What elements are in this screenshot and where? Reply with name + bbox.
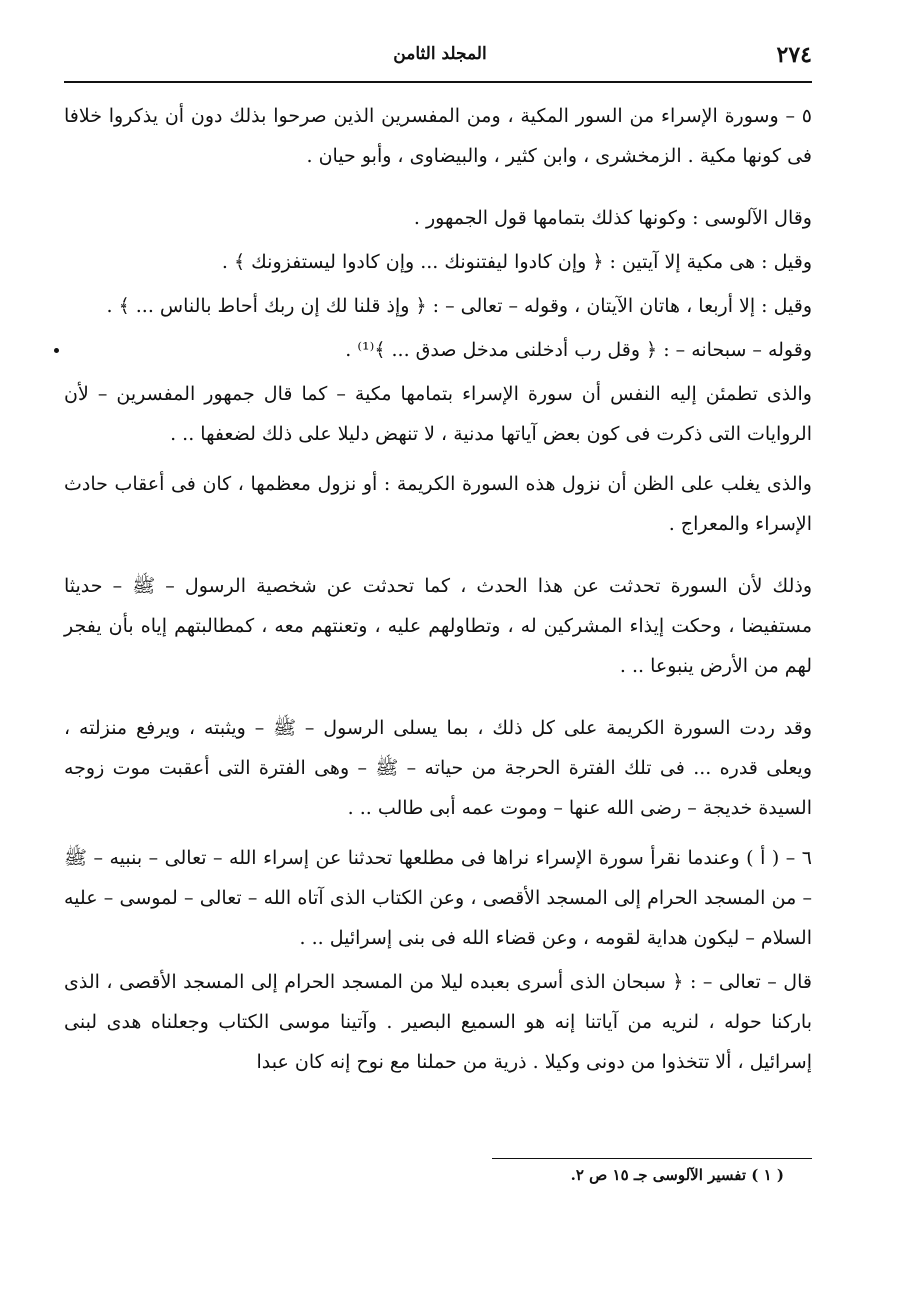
page-number: ٢٧٤ [776,42,812,68]
paragraph-8: وذلك لأن السورة تحدثت عن هذا الحدث ، كما تحدثت عن شخصية الرسول – ﷺ – حديثا مستفيضا ، وحكت إيذاء المشركين له ، وتطاولهم عليه ، وتعنتهم معه ، كمطالبتهم إياه بأن يفجر لهم من الأرض ينبوعا .. . [64,575,812,677]
body-text [64,96,812,1082]
paragraph-5: وقوله – سبحانه – : ﴿ وقل رب أدخلنى مدخل صدق ... ﴾⁽¹⁾ . [345,339,812,361]
paragraph-7: والذى يغلب على الظن أن نزول هذه السورة الكريمة : أو نزول معظمها ، كان فى أعقاب حادث الإسراء والمعراج . [64,473,812,535]
paragraph-1: ٥ – وسورة الإسراء من السور المكية ، ومن المفسرين الذين صرحوا بذلك دون أن يذكروا خلافا فى كونها مكية . الزمخشرى ، وابن كثير ، والبيضاوى ، وأبو حيان . [64,105,812,167]
paragraph-6: والذى تطمئن إليه النفس أن سورة الإسراء بتمامها مكية – كما قال جمهور المفسرين – لأن الروايات التى ذكرت فى كون بعض آياتها مدنية ، لا تنهض دليلا على ذلك لضعفها .. . [64,383,812,445]
page-header [68,42,812,76]
paragraph-2: وقال الآلوسى : وكونها كذلك بتمامها قول الجمهور . [413,207,812,229]
paragraph-11: قال – تعالى – : ﴿ سبحان الذى أسرى بعبده ليلا من المسجد الحرام إلى المسجد الأقصى ، الذى باركنا حوله ، لنريه من آياتنا إنه هو السميع البصير . وآتينا موسى الكتاب وجعلناه هدى لبنى إسرائيل ، ألا تتخذوا من دونى وكيلا . ذرية من حملنا مع نوح إنه كان عبدا [64,971,812,1073]
footnote: ( ١ ) تفسير الآلوسى جـ ١٥ ص ٢. [570,1166,784,1184]
paragraph-9: وقد ردت السورة الكريمة على كل ذلك ، بما يسلى الرسول – ﷺ – ويثبته ، ويرفع منزلته ، ويعلى قدره ... فى تلك الفترة الحرجة من حياته – ﷺ – وهى الفترة التى أعقبت موت زوجه السيدة خديجة – رضى الله عنها – وموت عمه أبى طالب .. . [64,717,812,819]
paragraph-3: وقيل : هى مكية إلا آيتين : ﴿ وإن كادوا ليفتنونك ... وإن كادوا ليستفزونك ﴾ . [221,251,812,273]
volume-title: المجلد الثامن [393,44,487,64]
paragraph-10: ٦ – ( أ ) وعندما نقرأ سورة الإسراء نراها فى مطلعها تحدثنا عن إسراء الله – تعالى – بنبيه – ﷺ – من المسجد الحرام إلى المسجد الأقصى ، وعن الكتاب الذى آتاه الله – تعالى – لموسى – عليه السلام – ليكون هداية لقومه ، وعن قضاء الله فى بنى إسرائيل .. . [64,847,812,949]
header-divider [64,81,812,83]
margin-dot [54,348,59,353]
paragraph-4: وقيل : إلا أربعا ، هاتان الآيتان ، وقوله – تعالى – : ﴿ وإذ قلنا لك إن ربك أحاط بالناس ... ﴾ . [106,295,812,317]
footnote-divider [492,1158,812,1159]
